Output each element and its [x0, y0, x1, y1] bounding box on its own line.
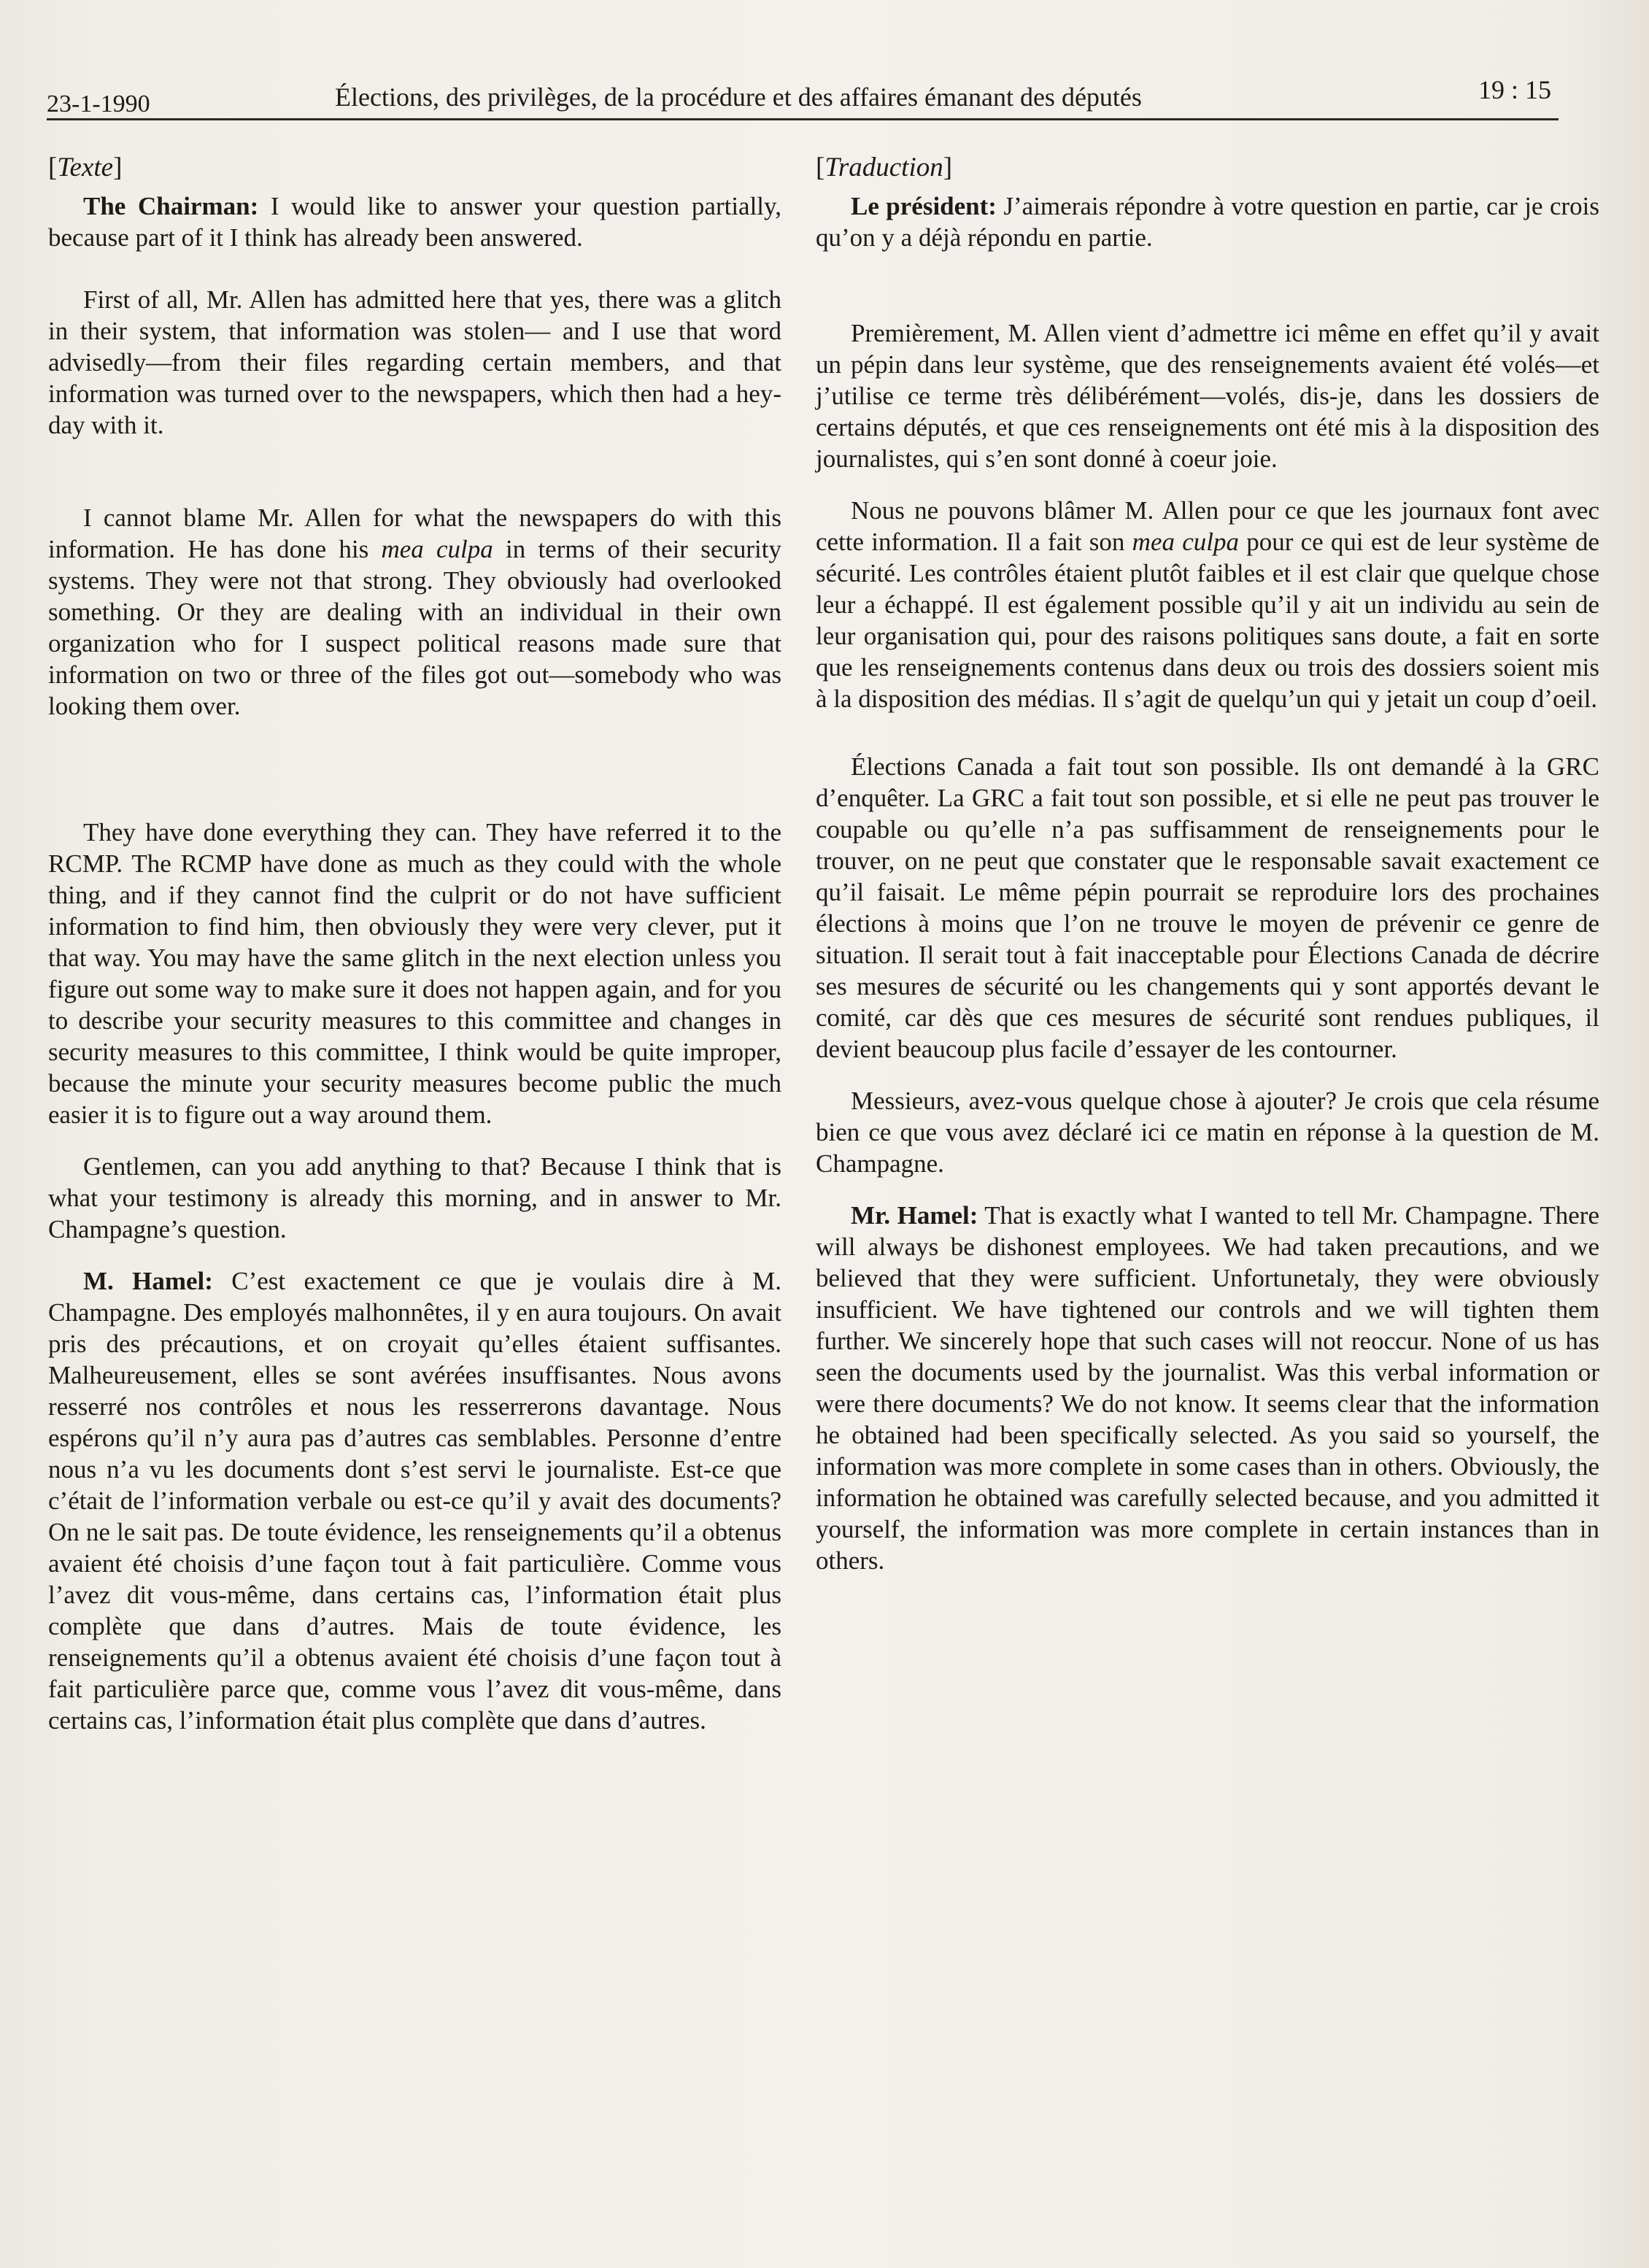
- header-page-number: 19 : 15: [1478, 75, 1551, 104]
- header-date: 23-1-1990: [47, 90, 150, 117]
- paragraph: Nous ne pouvons blâmer M. Allen pour ce que les journaux font avec cette information. Il a fait son mea culpa pour ce qui est de leur système de sécurité. Les contrôles étaient plutôt faibles et il est clair que quelque chose leur a échappé. Il est également possible qu’il y ait un individu au sein de leur organisation qui, pour des raisons politiques sans doute, a fait en sorte que les renseignements contenus dans deux ou trois des dossiers soient mis à la disposition des médias. Il s’agit de quelqu’un qui y jetait un coup d’oeil.: [816, 496, 1599, 713]
- speaker-name: Le président:: [851, 192, 997, 220]
- english-column: [48, 152, 781, 1736]
- header-title: Élections, des privilèges, de la procédure et des affaires émanant des députés: [335, 82, 1142, 112]
- paragraph: Messieurs, avez-vous quelque chose à ajouter? Je crois que cela résume bien ce que vous avez déclaré ici ce matin en réponse à la question de M. Champagne.: [816, 1087, 1599, 1178]
- column-tag: [Traduction]: [816, 153, 953, 182]
- speaker-name: The Chairman:: [83, 192, 259, 220]
- french-column: [816, 152, 1599, 1576]
- speaker-name: M. Hamel:: [83, 1267, 213, 1295]
- paragraph: The Chairman: I would like to answer your question partially, because part of it I think has already been answered.: [48, 192, 782, 252]
- paragraph: First of all, Mr. Allen has admitted here that yes, there was a glitch in their system, that information was stolen— and I use that word advisedly—from their files regarding certain members, and that information was turned over to the newspapers, which then had a hey-day with it.: [48, 285, 781, 439]
- paragraph: M. Hamel: C’est exactement ce que je voulais dire à M. Champagne. Des employés malhonnêtes, il y en aura toujours. On avait pris des précautions, et on croyait qu’elles étaient suffisantes. Malheureusement, elles se sont avérées insuffisantes. Nous avons resserré nos contrôles et nous les resserrerons davantage. Nous espérons qu’il n’y aura pas d’autres cas semblables. Personne d’entre nous n’a vu les documents dont s’est servi le journaliste. Est-ce que c’était de l’information verbale ou est-ce qu’il y avait des documents? On ne le sait pas. De toute évidence, les renseignements qu’il a obtenus avaient été choisis d’une façon tout à fait particulière. Comme vous l’avez dit vous-même, dans certains cas, l’information était plus complète que dans d’autres. Mais de toute évidence, les renseignements qu’il a obtenus avaient été choisis d’une façon tout à fait particulière parce que, comme vous l’avez dit vous-même, dans certains cas, l’information était plus complète que dans d’autres.: [48, 1267, 781, 1735]
- paragraph: Premièrement, M. Allen vient d’admettre ici même en effet qu’il y avait un pépin dans leur système, que des renseignements avaient été volés—et j’utilise ce terme très délibérément—volés, dis-je, dans les dossiers de certains députés, et que ces renseignements ont été mis à la disposition des journalistes, qui s’en sont donné à coeur joie.: [816, 319, 1599, 473]
- paragraph: Le président: J’aimerais répondre à votre question en partie, car je crois qu’on y a déjà répondu en partie.: [816, 192, 1599, 252]
- paragraph: Élections Canada a fait tout son possible. Ils ont demandé à la GRC d’enquêter. La GRC a fait tout son possible, et si elle ne peut pas trouver le coupable ou qu’elle n’a pas suffisamment de renseignements pour le trouver, on ne peut que constater que le responsable savait exactement ce qu’il faisait. Le même pépin pourrait se reproduire lors des prochaines élections à moins que l’on ne trouve le moyen de prévenir ce genre de situation. Il serait tout à fait inacceptable pour Élections Canada de décrire ses mesures de sécurité ou les changements qui y sont apportés devant le comité, car dès que ces mesures de sécurité sont rendues publiques, il devient beaucoup plus facile d’essayer de les contourner.: [816, 752, 1599, 1063]
- paragraph: I cannot blame Mr. Allen for what the newspapers do with this information. He has done his mea culpa in terms of their security systems. They were not that strong. They obviously had overlooked something. Or they are dealing with an individual in their own organization who for I suspect political reasons made sure that information on two or three of the files got out—somebody who was looking them over.: [48, 504, 781, 720]
- column-tag: [Texte]: [48, 153, 123, 182]
- page-header: [47, 70, 1559, 120]
- paragraph: Mr. Hamel: That is exactly what I wanted to tell Mr. Champagne. There will always be dishonest employees. We had taken precautions, and we believed that they were sufficient. Unfortunetaly, they were obviously insufficient. We have tightened our controls and we will tighten them further. We sincerely hope that such cases will not reoccur. None of us has seen the documents used by the journalist. Was this verbal information or were there documents? We do not know. It seems clear that the information he obtained had been specifically selected. As you said so yourself, the information was more complete in some cases than in others. Obviously, the information he obtained was carefully selected because, and you admitted it yourself, the information was more complete in certain instances than in others.: [816, 1201, 1599, 1575]
- paragraph: Gentlemen, can you add anything to that? Because I think that is what your testimony is already this morning, and in answer to Mr. Champagne’s question.: [48, 1152, 781, 1243]
- paragraph: They have done everything they can. They have referred it to the RCMP. The RCMP have done as much as they could with the whole thing, and if they cannot find the culprit or do not have sufficient information to find him, then obviously they were very clever, put it that way. You may have the same glitch in the next election unless you figure out some way to make sure it does not happen again, and for you to describe your security measures to this committee and changes in security measures to this committee, I think would be quite improper, because the minute your security measures become public the much easier it is to figure out a way around them.: [48, 818, 781, 1129]
- speaker-name: Mr. Hamel:: [851, 1201, 978, 1230]
